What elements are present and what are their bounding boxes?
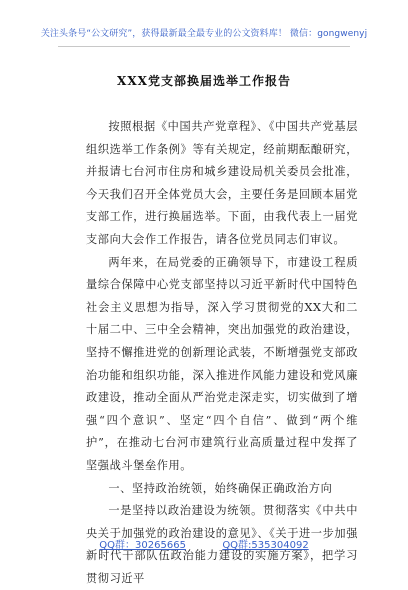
document-body <box>86 116 358 590</box>
paragraph: 两年来，在局党委的正确领导下，市建设工程质量综合保障中心党支部坚持以习近平新时代中国特色社会主义思想为指导，深入学习贯彻党的XX大和二十届二中、三中全会精神，突出加强党的政治建设，坚持不懈推进党的创新理论武装，不断增强党支部政治功能和组织功能，深入推进作风能力建设和党风廉政建设，推动全面从严治党走深走实，切实做到了增强“四个意识”、坚定“四个自信”、做到“两个维护”，在推动七台河市建筑行业高质量过程中发挥了坚强战斗堡垒作用。 <box>86 255 358 472</box>
paragraph: 按照根据《中国共产党章程》、《中国共产党基层组织选举工作条例》等有关规定，经前期酝酿研究，并报请七台河市住房和城乡建设局机关委员会批准，今天我们召开全体党员大会，主要任务是回顾本届党支部工作，进行换届选举。下面，由我代表上一届党支部向大会作工作报告，请各位党员同志们审议。 <box>86 120 358 246</box>
qq-group-1[interactable]: QQ群：30265665 <box>99 540 186 551</box>
section-heading: 一、坚持政治统领，始终确保正确政治方向 <box>108 481 333 495</box>
footer <box>0 536 408 551</box>
header-divider <box>58 46 350 47</box>
qq-group-2[interactable]: QQ群:535304092 <box>222 540 309 551</box>
top-banner: 关注头条号“公文研究”，获得最新最全最专业的公文资料库！ 微信：gongwenyj <box>40 29 368 39</box>
document-title: XXX党支部换届选举工作报告 <box>117 74 291 88</box>
paragraph: 一是坚持以政治建设为统领。贯彻落实《中共中央关于加强党的政治建设的意见》、《关于进一步加强新时代干部队伍政治能力建设的实施方案》，把学习贯彻习近平 <box>86 504 358 585</box>
